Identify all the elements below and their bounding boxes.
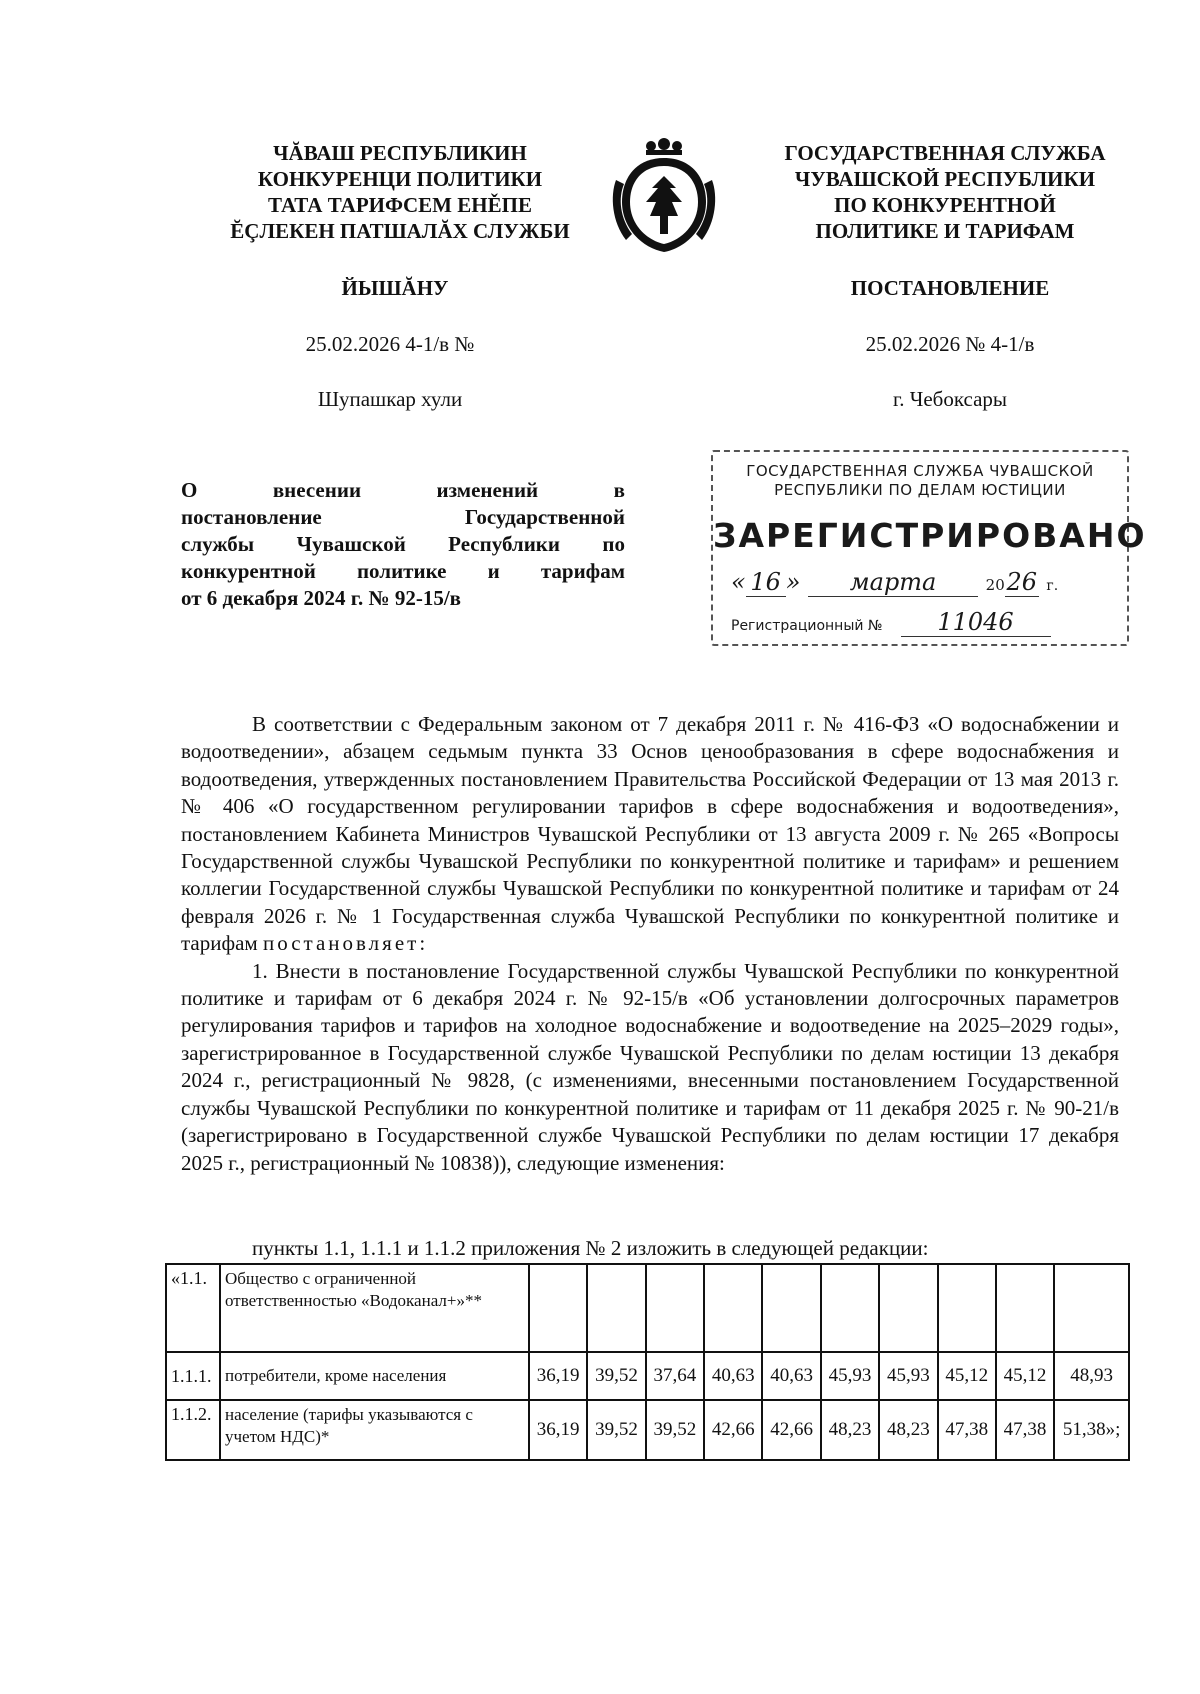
value-cell: 47,38: [938, 1400, 996, 1460]
paragraph-1-text: В соответствии с Федеральным законом от 7 декабря 2011 г. № 416-ФЗ «О водоснабжении и водоотведении», абзацем седьмым пункта 33 Основ ценообразования в сфере водоснабжения и водоотведения, утвержденных постановлением Правительства Российской Федерации от 13 мая 2013 г. № 406 «О государственном регулировании тарифов в сфере водоснабжения и водоотведения», постановлением Кабинета Министров Чувашской Республики от 13 августа 2009 г. № 265 «Вопросы Государственной службы Чувашской Республики по конкурентной политике и тарифам» и решением коллегии Государственной службы Чувашской Республики по конкурентной политике и тарифам от 24 февраля 2026 г. № 1 Государственная служба Чувашской Республики по конкурентной политике и тарифам: [181, 712, 1119, 956]
stamp-date-month: марта: [808, 568, 978, 597]
stamp-reg-label: Регистрационный №: [731, 618, 883, 634]
header-right-line: ПО КОНКУРЕНТНОЙ: [834, 193, 1056, 217]
value-cell: 39,52: [587, 1352, 645, 1400]
header-left-line: ЧĂВАШ РЕСПУБЛИКИН: [273, 141, 527, 165]
value-cell: 36,19: [529, 1352, 587, 1400]
header-left-line: КОНКУРЕНЦИ ПОЛИТИКИ: [257, 167, 543, 191]
value-cell: [529, 1264, 587, 1352]
emblem-icon: [606, 136, 722, 256]
doctype-left: ЙЫШĂНУ: [341, 276, 449, 300]
stamp-date-year-prefix: 20: [985, 576, 1005, 594]
header-right-org: [745, 140, 1145, 244]
header-left-org: [205, 140, 595, 244]
stamp-reg-number: 11046: [901, 608, 1051, 637]
document-body: [181, 711, 1119, 1177]
city-right: г. Чебоксары: [892, 387, 1008, 411]
value-cell: [879, 1264, 937, 1352]
stamp-organization: [713, 462, 1127, 500]
stamp-date: [731, 568, 1111, 597]
value-cell: 45,93: [879, 1352, 937, 1400]
row-code: «1.1.: [166, 1264, 220, 1352]
table-row: [166, 1400, 1129, 1460]
header-right-line: ГОСУДАРСТВЕННАЯ СЛУЖБА: [784, 141, 1106, 165]
subject-line: конкурентной политике и тарифам: [181, 559, 625, 583]
value-cell: [704, 1264, 762, 1352]
paragraph-1-decree-word: постановляет:: [262, 931, 429, 956]
value-cell: 47,38: [996, 1400, 1054, 1460]
value-cell: 45,12: [938, 1352, 996, 1400]
value-cell: [1054, 1264, 1129, 1352]
document-subject: [181, 477, 625, 612]
doctype-right: ПОСТАНОВЛЕНИЕ: [850, 276, 1050, 300]
value-cell: 40,63: [762, 1352, 820, 1400]
tariff-table: [165, 1263, 1130, 1461]
row-code: 1.1.2.: [166, 1400, 220, 1460]
stamp-date-suffix: г.: [1046, 578, 1059, 594]
value-cell: 45,12: [996, 1352, 1054, 1400]
stamp-date-year: 26: [1006, 568, 1038, 596]
registration-stamp: [711, 450, 1147, 646]
stamp-org-line: ГОСУДАРСТВЕННАЯ СЛУЖБА ЧУВАШСКОЙ: [746, 462, 1094, 480]
table-intro: пункты 1.1, 1.1.1 и 1.1.2 приложения № 2 изложить в следующей редакции:: [252, 1236, 929, 1260]
table-row: [166, 1352, 1129, 1400]
value-cell: [938, 1264, 996, 1352]
header-left-line: ТАТА ТАРИФСЕМ ЕНĚПЕ: [268, 193, 532, 217]
value-cell: 42,66: [762, 1400, 820, 1460]
value-cell: 39,52: [587, 1400, 645, 1460]
subject-line: службы Чувашской Республики по: [181, 532, 625, 556]
value-cell: 51,38»;: [1054, 1400, 1129, 1460]
value-cell: 37,64: [646, 1352, 704, 1400]
body-paragraph-1: [181, 711, 1119, 958]
value-cell: 39,52: [646, 1400, 704, 1460]
table-row: [166, 1264, 1129, 1352]
regline-right: 25.02.2026 № 4-1/в: [865, 332, 1035, 356]
stamp-status: ЗАРЕГИСТРИРОВАНО: [713, 516, 1147, 555]
header-left-line: ĔÇЛЕКЕН ПАТШАЛĂХ СЛУЖБИ: [230, 219, 570, 243]
city-left: Шупашкар хули: [317, 387, 463, 411]
value-cell: 48,93: [1054, 1352, 1129, 1400]
row-name: потребители, кроме населения: [220, 1352, 529, 1400]
value-cell: 48,23: [821, 1400, 879, 1460]
header-right-line: ЧУВАШСКОЙ РЕСПУБЛИКИ: [794, 167, 1096, 191]
stamp-date-mid: »: [785, 568, 801, 596]
stamp-date-open: «: [731, 568, 746, 596]
value-cell: 36,19: [529, 1400, 587, 1460]
subject-line: от 6 декабря 2024 г. № 92-15/в: [181, 586, 461, 610]
stamp-registration: [731, 608, 1111, 637]
value-cell: 40,63: [704, 1352, 762, 1400]
row-name: население (тарифы указываются с учетом НДС)*: [220, 1400, 529, 1460]
value-cell: [996, 1264, 1054, 1352]
value-cell: [587, 1264, 645, 1352]
subject-line: О внесении изменений в: [181, 478, 625, 502]
stamp-date-day: 16: [746, 568, 786, 597]
regline-left: 25.02.2026 4-1/в №: [305, 332, 475, 356]
header-right-line: ПОЛИТИКЕ И ТАРИФАМ: [815, 219, 1075, 243]
stamp-org-line: РЕСПУБЛИКИ ПО ДЕЛАМ ЮСТИЦИИ: [774, 481, 1066, 499]
value-cell: 48,23: [879, 1400, 937, 1460]
value-cell: 45,93: [821, 1352, 879, 1400]
row-code: 1.1.1.: [166, 1352, 220, 1400]
body-paragraph-2: 1. Внести в постановление Государственной службы Чувашской Республики по конкурентной политике и тарифам от 6 декабря 2024 г. № 92-15/в «Об установлении долгосрочных параметров регулирования тарифов и тарифов на холодное водоснабжение и водоотведение на 2025–2029 годы», зарегистрированное в Государственной службе Чувашской Республики по делам юстиции 13 декабря 2024 г., регистрационный № 9828, (с изменениями, внесенными постановлением Государственной службы Чувашской Республики по конкурентной политике и тарифам от 11 декабря 2025 г. № 90-21/в (зарегистрировано в Государственной службе Чувашской Республики по делам юстиции 17 декабря 2025 г., регистрационный № 10838)), следующие изменения:: [181, 958, 1119, 1175]
subject-line: постановление Государственной: [181, 505, 625, 529]
value-cell: [646, 1264, 704, 1352]
value-cell: [762, 1264, 820, 1352]
value-cell: 42,66: [704, 1400, 762, 1460]
value-cell: [821, 1264, 879, 1352]
row-name: Общество с ограниченной ответственностью «Водоканал+»**: [220, 1264, 529, 1352]
